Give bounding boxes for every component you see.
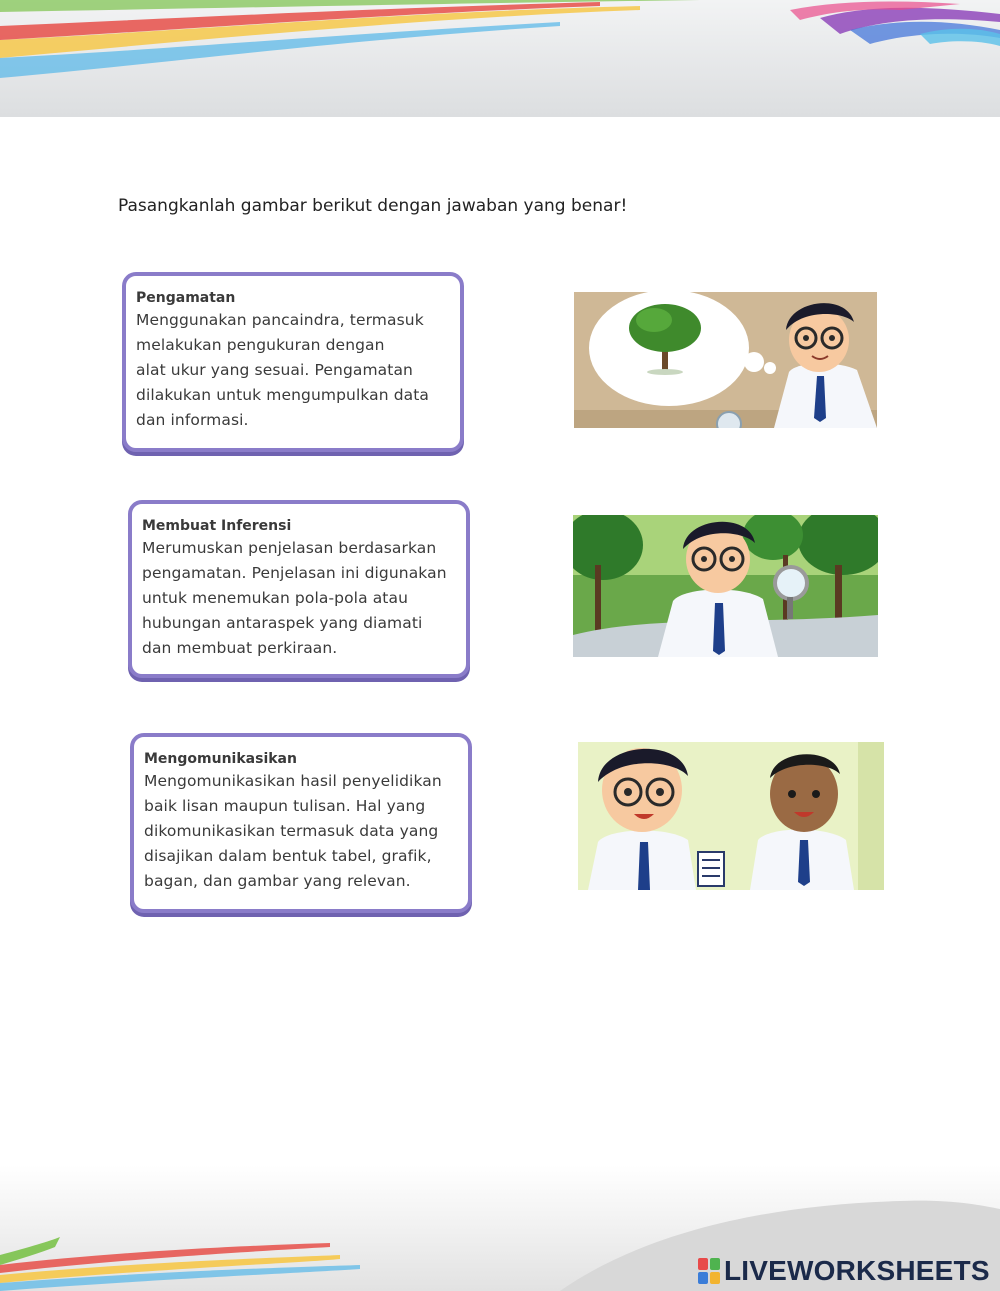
logo-text: LIVEWORKSHEETS	[724, 1255, 990, 1286]
card-mengomunikasikan[interactable]	[130, 733, 472, 913]
card-text: Mengomunikasikan hasil penyelidikan baik lisan maupun tulisan. Hal yang dikomunikasikan termasuk data yang disajikan dalam bentuk tabel, grafik, bagan, dan gambar yang relevan.	[144, 772, 442, 890]
card-title: Mengomunikasikan	[144, 751, 297, 767]
card-title: Pengamatan	[136, 290, 236, 306]
liveworksheets-logo[interactable]	[698, 1255, 990, 1287]
card-text: Merumuskan penjelasan berdasarkan pengamatan. Penjelasan ini digunakan untuk menemukan pola-pola atau hubungan antaraspek yang diamati dan membuat perkiraan.	[142, 539, 447, 657]
header-swoosh-graphic	[0, 0, 1000, 117]
card-text: Menggunakan pancaindra, termasuk melakukan pengukuran dengan alat ukur yang sesuai. Pengamatan dilakukan untuk mengumpulkan data dan informasi.	[136, 311, 430, 429]
picture-boy-magnifier-forest[interactable]	[573, 515, 878, 657]
card-membuat-inferensi[interactable]	[128, 500, 470, 678]
logo-square-yellow	[710, 1272, 720, 1284]
logo-square-green	[710, 1258, 720, 1270]
card-title: Membuat Inferensi	[142, 518, 292, 534]
card-pengamatan[interactable]	[122, 272, 464, 452]
picture-boy-thinking-tree[interactable]	[574, 292, 877, 428]
header-banner	[0, 0, 1000, 117]
liveworksheets-logo-icon	[698, 1258, 720, 1284]
picture-two-boys-communicating[interactable]	[578, 742, 884, 890]
logo-square-blue	[698, 1272, 708, 1284]
logo-square-red	[698, 1258, 708, 1270]
instruction-text: Pasangkanlah gambar berikut dengan jawaban yang benar!	[118, 196, 628, 216]
